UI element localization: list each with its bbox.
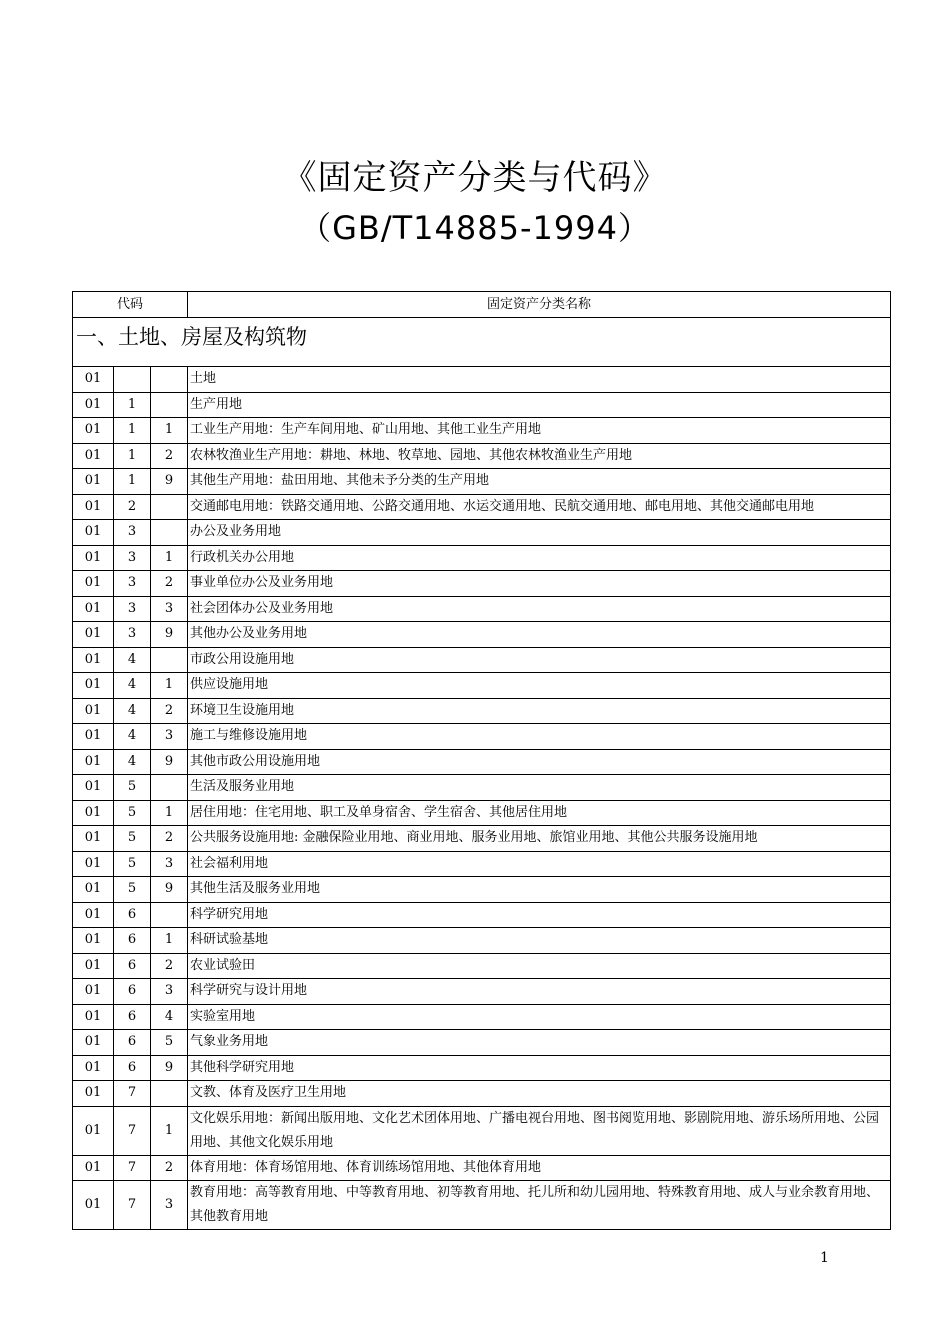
table-row xyxy=(73,520,891,546)
code-level1-cell: 01 xyxy=(73,851,114,877)
code-level3-cell: 3 xyxy=(151,1181,188,1230)
code-level2-cell: 3 xyxy=(114,596,151,622)
asset-name-cell: 实验室用地 xyxy=(188,1004,891,1030)
code-level1-cell: 01 xyxy=(73,902,114,928)
asset-name-cell: 其他市政公用设施用地 xyxy=(188,749,891,775)
table-row xyxy=(73,1106,891,1155)
table-row xyxy=(73,851,891,877)
code-level3-cell: 2 xyxy=(151,698,188,724)
table-row xyxy=(73,1055,891,1081)
table-row xyxy=(73,928,891,954)
code-level1-cell: 01 xyxy=(73,1004,114,1030)
code-header: 代码 xyxy=(73,292,188,318)
code-level1-cell: 01 xyxy=(73,1106,114,1155)
code-level3-cell: 9 xyxy=(151,469,188,495)
code-level1-cell: 01 xyxy=(73,1081,114,1107)
table-row xyxy=(73,826,891,852)
table-header-row xyxy=(73,292,891,318)
code-level1-cell: 01 xyxy=(73,749,114,775)
code-level2-cell: 3 xyxy=(114,545,151,571)
asset-name-cell: 供应设施用地 xyxy=(188,673,891,699)
code-level1-cell: 01 xyxy=(73,469,114,495)
code-level2-cell: 4 xyxy=(114,647,151,673)
table-row xyxy=(73,367,891,393)
asset-name-cell: 体育用地：体育场馆用地、体育训练场馆用地、其他体育用地 xyxy=(188,1155,891,1181)
table-row xyxy=(73,979,891,1005)
asset-name-cell: 教育用地：高等教育用地、中等教育用地、初等教育用地、托儿所和幼儿园用地、特殊教育用地、成人与业余教育用地、其他教育用地 xyxy=(188,1181,891,1230)
code-level2-cell: 3 xyxy=(114,520,151,546)
code-level2-cell: 4 xyxy=(114,673,151,699)
code-level2-cell: 4 xyxy=(114,698,151,724)
table-row xyxy=(73,1081,891,1107)
code-level3-cell: 1 xyxy=(151,928,188,954)
asset-name-cell: 其他生产用地：盐田用地、其他未予分类的生产用地 xyxy=(188,469,891,495)
asset-name-cell: 施工与维修设施用地 xyxy=(188,724,891,750)
section-title: 一、土地、房屋及构筑物 xyxy=(73,318,891,367)
code-level1-cell: 01 xyxy=(73,775,114,801)
table-row xyxy=(73,1155,891,1181)
table-row xyxy=(73,622,891,648)
code-level1-cell: 01 xyxy=(73,1030,114,1056)
code-level3-cell: 3 xyxy=(151,596,188,622)
asset-name-cell: 文教、体育及医疗卫生用地 xyxy=(188,1081,891,1107)
asset-name-cell: 办公及业务用地 xyxy=(188,520,891,546)
table-row xyxy=(73,877,891,903)
code-level3-cell: 4 xyxy=(151,1004,188,1030)
code-level1-cell: 01 xyxy=(73,418,114,444)
code-level2-cell: 3 xyxy=(114,571,151,597)
code-level3-cell xyxy=(151,494,188,520)
code-level2-cell: 5 xyxy=(114,851,151,877)
asset-name-cell: 交通邮电用地：铁路交通用地、公路交通用地、水运交通用地、民航交通用地、邮电用地、其他交通邮电用地 xyxy=(188,494,891,520)
code-level1-cell: 01 xyxy=(73,494,114,520)
asset-name-cell: 科学研究用地 xyxy=(188,902,891,928)
code-level2-cell: 4 xyxy=(114,749,151,775)
asset-name-cell: 生产用地 xyxy=(188,392,891,418)
table-row xyxy=(73,724,891,750)
asset-name-cell: 环境卫生设施用地 xyxy=(188,698,891,724)
table-row xyxy=(73,571,891,597)
code-level2-cell: 7 xyxy=(114,1181,151,1230)
code-level2-cell: 6 xyxy=(114,979,151,1005)
code-level3-cell: 1 xyxy=(151,418,188,444)
asset-name-cell: 工业生产用地：生产车间用地、矿山用地、其他工业生产用地 xyxy=(188,418,891,444)
code-level3-cell xyxy=(151,775,188,801)
code-level3-cell: 1 xyxy=(151,545,188,571)
asset-name-cell: 事业单位办公及业务用地 xyxy=(188,571,891,597)
code-level2-cell: 5 xyxy=(114,877,151,903)
asset-name-cell: 公共服务设施用地: 金融保险业用地、商业用地、服务业用地、旅馆业用地、其他公共服务设施用地 xyxy=(188,826,891,852)
code-level3-cell: 5 xyxy=(151,1030,188,1056)
asset-name-cell: 土地 xyxy=(188,367,891,393)
asset-name-cell: 行政机关办公用地 xyxy=(188,545,891,571)
code-level1-cell: 01 xyxy=(73,596,114,622)
code-level3-cell: 1 xyxy=(151,1106,188,1155)
document-title: 《固定资产分类与代码》 xyxy=(282,158,668,198)
asset-name-cell: 气象业务用地 xyxy=(188,1030,891,1056)
code-level3-cell: 9 xyxy=(151,877,188,903)
code-level2-cell: 6 xyxy=(114,928,151,954)
asset-name-cell: 文化娱乐用地：新闻出版用地、文化艺术团体用地、广播电视台用地、图书阅览用地、影剧院用地、游乐场所用地、公园用地、其他文化娱乐用地 xyxy=(188,1106,891,1155)
asset-name-cell: 农林牧渔业生产用地：耕地、林地、牧草地、园地、其他农林牧渔业生产用地 xyxy=(188,443,891,469)
table-row xyxy=(73,494,891,520)
code-level2-cell: 6 xyxy=(114,1055,151,1081)
table-row xyxy=(73,1004,891,1030)
code-level1-cell: 01 xyxy=(73,545,114,571)
code-level3-cell xyxy=(151,902,188,928)
code-level3-cell xyxy=(151,647,188,673)
code-level2-cell: 1 xyxy=(114,418,151,444)
code-level2-cell: 1 xyxy=(114,443,151,469)
code-level3-cell: 1 xyxy=(151,800,188,826)
asset-name-cell: 其他科学研究用地 xyxy=(188,1055,891,1081)
table-row xyxy=(73,469,891,495)
code-level1-cell: 01 xyxy=(73,520,114,546)
code-level1-cell: 01 xyxy=(73,647,114,673)
section-row xyxy=(73,318,891,367)
table-row xyxy=(73,1181,891,1230)
code-level2-cell: 6 xyxy=(114,1004,151,1030)
code-level1-cell: 01 xyxy=(73,979,114,1005)
asset-name-cell: 科研试验基地 xyxy=(188,928,891,954)
code-level1-cell: 01 xyxy=(73,367,114,393)
asset-name-cell: 社会福利用地 xyxy=(188,851,891,877)
code-level3-cell xyxy=(151,1081,188,1107)
code-level1-cell: 01 xyxy=(73,877,114,903)
table-row xyxy=(73,418,891,444)
code-level3-cell: 2 xyxy=(151,571,188,597)
code-level1-cell: 01 xyxy=(73,826,114,852)
code-level2-cell: 6 xyxy=(114,953,151,979)
asset-name-cell: 科学研究与设计用地 xyxy=(188,979,891,1005)
table-row xyxy=(73,596,891,622)
code-level1-cell: 01 xyxy=(73,953,114,979)
code-level2-cell: 6 xyxy=(114,902,151,928)
code-level1-cell: 01 xyxy=(73,698,114,724)
code-level2-cell: 7 xyxy=(114,1081,151,1107)
code-level3-cell: 2 xyxy=(151,443,188,469)
code-level3-cell: 3 xyxy=(151,979,188,1005)
asset-name-cell: 其他办公及业务用地 xyxy=(188,622,891,648)
asset-classification-table xyxy=(72,291,891,1230)
code-level3-cell: 3 xyxy=(151,724,188,750)
code-level3-cell: 9 xyxy=(151,749,188,775)
code-level1-cell: 01 xyxy=(73,392,114,418)
code-level1-cell: 01 xyxy=(73,622,114,648)
asset-name-cell: 生活及服务业用地 xyxy=(188,775,891,801)
code-level3-cell: 9 xyxy=(151,1055,188,1081)
code-level3-cell xyxy=(151,520,188,546)
table-row xyxy=(73,443,891,469)
table-row xyxy=(73,392,891,418)
code-level2-cell: 5 xyxy=(114,775,151,801)
code-level1-cell: 01 xyxy=(73,928,114,954)
asset-name-cell: 农业试验田 xyxy=(188,953,891,979)
table-row xyxy=(73,775,891,801)
asset-name-cell: 居住用地：住宅用地、职工及单身宿舍、学生宿舍、其他居住用地 xyxy=(188,800,891,826)
code-level2-cell: 6 xyxy=(114,1030,151,1056)
table-row xyxy=(73,749,891,775)
code-level1-cell: 01 xyxy=(73,1155,114,1181)
code-level3-cell xyxy=(151,367,188,393)
table-row xyxy=(73,698,891,724)
code-level2-cell: 1 xyxy=(114,392,151,418)
code-level3-cell xyxy=(151,392,188,418)
code-level3-cell: 9 xyxy=(151,622,188,648)
code-level2-cell xyxy=(114,367,151,393)
table-row xyxy=(73,647,891,673)
asset-name-cell: 市政公用设施用地 xyxy=(188,647,891,673)
table-row xyxy=(73,953,891,979)
code-level2-cell: 2 xyxy=(114,494,151,520)
code-level1-cell: 01 xyxy=(73,724,114,750)
code-level1-cell: 01 xyxy=(73,800,114,826)
code-level3-cell: 3 xyxy=(151,851,188,877)
code-level2-cell: 5 xyxy=(114,800,151,826)
asset-name-cell: 其他生活及服务业用地 xyxy=(188,877,891,903)
code-level2-cell: 7 xyxy=(114,1106,151,1155)
table-row xyxy=(73,673,891,699)
code-level2-cell: 4 xyxy=(114,724,151,750)
code-level3-cell: 1 xyxy=(151,673,188,699)
code-level1-cell: 01 xyxy=(73,443,114,469)
code-level1-cell: 01 xyxy=(73,571,114,597)
code-level1-cell: 01 xyxy=(73,1055,114,1081)
code-level3-cell: 2 xyxy=(151,953,188,979)
code-level2-cell: 5 xyxy=(114,826,151,852)
table-row xyxy=(73,1030,891,1056)
asset-name-cell: 社会团体办公及业务用地 xyxy=(188,596,891,622)
document-subtitle: （GB/T14885-1994） xyxy=(299,209,651,247)
code-level2-cell: 3 xyxy=(114,622,151,648)
name-header: 固定资产分类名称 xyxy=(188,292,891,318)
code-level2-cell: 1 xyxy=(114,469,151,495)
code-level2-cell: 7 xyxy=(114,1155,151,1181)
code-level3-cell: 2 xyxy=(151,826,188,852)
table-row xyxy=(73,902,891,928)
code-level1-cell: 01 xyxy=(73,1181,114,1230)
table-row xyxy=(73,545,891,571)
table-row xyxy=(73,800,891,826)
page-number: 1 xyxy=(820,1250,829,1266)
code-level1-cell: 01 xyxy=(73,673,114,699)
code-level3-cell: 2 xyxy=(151,1155,188,1181)
